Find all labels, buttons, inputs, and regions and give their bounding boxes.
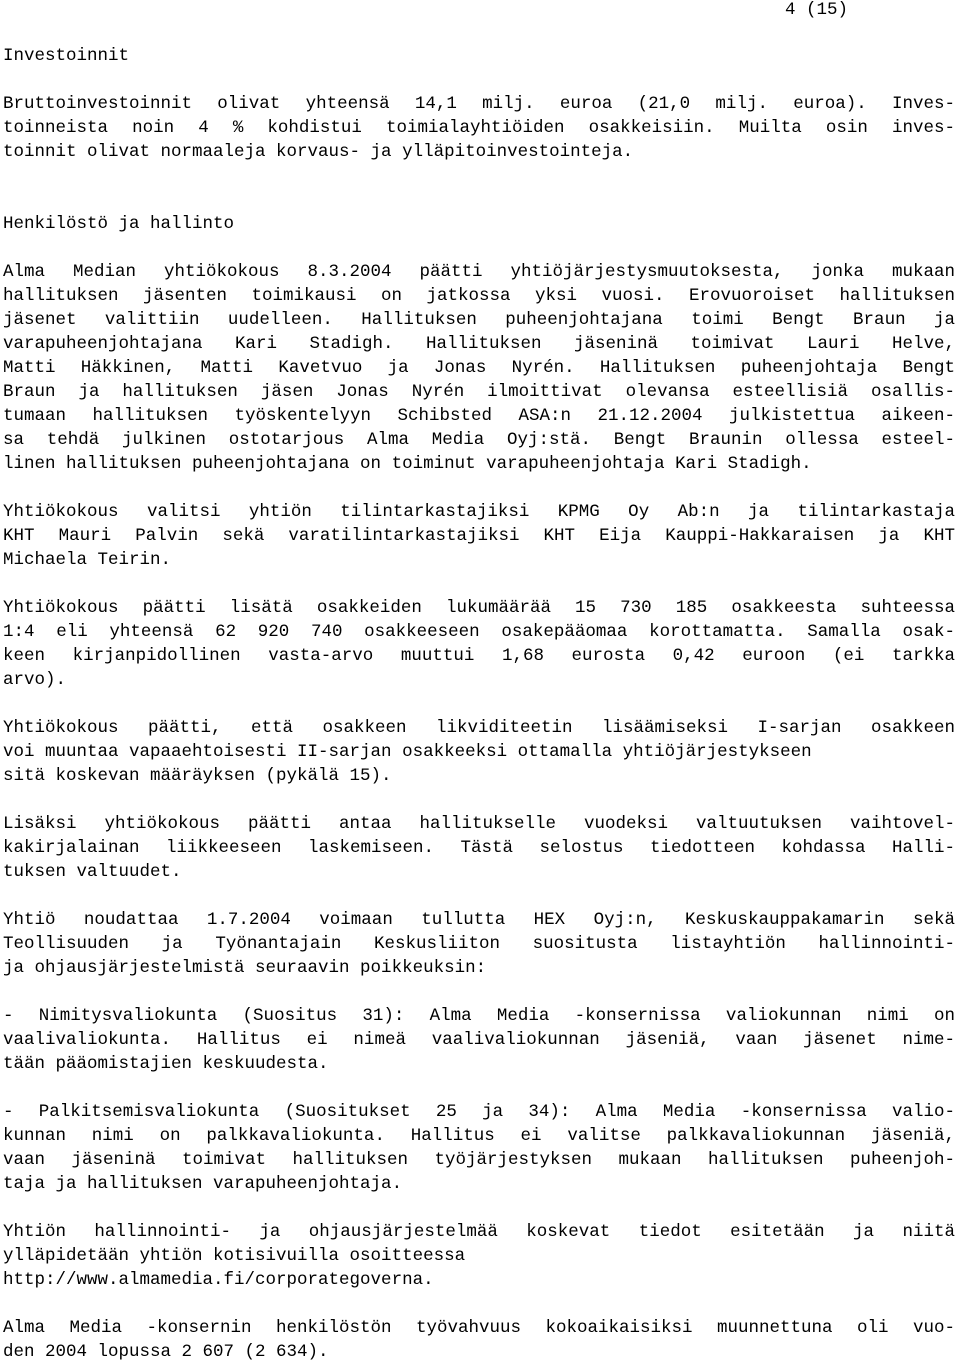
text-line: ylläpidetään yhtiön kotisivuilla osoitteessa xyxy=(3,1246,466,1266)
corporate-governance-link[interactable]: http://www.almamedia.fi/corporategoverna. xyxy=(3,1270,434,1290)
text-line: den 2004 lopussa 2 607 (2 634). xyxy=(3,1342,329,1362)
text-line: Yhtiö noudattaa 1.7.2004 voimaan tullutta HEX Oyj:n, Keskuskauppakamarin sekä xyxy=(3,910,955,930)
text-line: hallituksen jäsenten toimikausi on jatkossa yksi vuosi. Erovuoroiset hallituksen xyxy=(3,286,955,306)
text-line: toinnit olivat normaaleja korvaus- ja ylläpitoinvestointeja. xyxy=(3,142,634,162)
text-line: tään pääomistajien keskuudesta. xyxy=(3,1054,329,1074)
text-line: kunnan nimi on palkkavaliokunta. Hallitus ei valitse palkkavaliokunnan jäseniä, xyxy=(3,1126,955,1146)
text-line: Teollisuuden ja Työnantajain Keskusliiton suositusta listayhtiön hallinnointi- xyxy=(3,934,955,954)
section-heading-investoinnit: Investoinnit xyxy=(3,46,130,66)
text-line: sitä koskevan määräyksen (pykälä 15). xyxy=(3,766,392,786)
text-line: Michaela Teirin. xyxy=(3,550,172,570)
text-line: Yhtiökokous päätti lisätä osakkeiden lukumäärää 15 730 185 osakkeesta suhteessa xyxy=(3,598,955,618)
text-line: - Nimitysvaliokunta (Suositus 31): Alma Media -konsernissa valiokunnan nimi on xyxy=(3,1006,955,1026)
text-line: toinneista noin 4 % kohdistui toimialayhtiöiden osakkeisiin. Muilta osin inves- xyxy=(3,118,955,138)
text-line: - Palkitsemisvaliokunta (Suositukset 25 ja 34): Alma Media -konsernissa valio- xyxy=(3,1102,955,1122)
text-line: KHT Mauri Palvin sekä varatilintarkastajiksi KHT Eija Kauppi-Hakkaraisen ja KHT xyxy=(3,526,955,546)
text-line: tumaan hallituksen työskentelyyn Schibsted ASA:n 21.12.2004 julkistettua aikeen- xyxy=(3,406,955,426)
text-line: Yhtiön hallinnointi- ja ohjausjärjestelmää koskevat tiedot esitetään ja niitä xyxy=(3,1222,955,1242)
text-line: tuksen valtuudet. xyxy=(3,862,182,882)
text-line: voi muuntaa vapaaehtoisesti II-sarjan osakkeeksi ottamalla yhtiöjärjestykseen xyxy=(3,742,812,762)
text-line: sa tehdä julkinen ostotarjous Alma Media Oyj:stä. Bengt Braunin ollessa esteel- xyxy=(3,430,955,450)
text-line: Bruttoinvestoinnit olivat yhteensä 14,1 milj. euroa (21,0 milj. euroa). Inves- xyxy=(3,94,955,114)
text-line: Yhtiökokous valitsi yhtiön tilintarkastajiksi KPMG Oy Ab:n ja tilintarkastaja xyxy=(3,502,955,522)
text-line: kakirjalainan liikkeeseen laskemiseen. Tästä selostus tiedotteen kohdassa Halli- xyxy=(3,838,955,858)
text-line: ja ohjausjärjestelmistä seuraavin poikkeuksin: xyxy=(3,958,487,978)
text-line: jäsenet valittiin uudelleen. Hallituksen puheenjohtajana toimi Bengt Braun ja xyxy=(3,310,955,330)
text-line: Matti Häkkinen, Matti Kavetvuo ja Jonas Nyrén. Hallituksen puheenjohtaja Bengt xyxy=(3,358,955,378)
text-line: Alma Median yhtiökokous 8.3.2004 päätti yhtiöjärjestysmuutoksesta, jonka mukaan xyxy=(3,262,955,282)
section-heading-henkilosto: Henkilöstö ja hallinto xyxy=(3,214,235,234)
text-line: Braun ja hallituksen jäsen Jonas Nyrén ilmoittivat olevansa esteellisiä osallis- xyxy=(3,382,955,402)
text-line: vaalivaliokunta. Hallitus ei nimeä vaalivaliokunnan jäseniä, vaan jäsenet nime- xyxy=(3,1030,955,1050)
text-line: Alma Media -konsernin henkilöstön työvahvuus kokoaikaisiksi muunnettuna oli vuo- xyxy=(3,1318,955,1338)
text-line: keen kirjanpidollinen vasta-arvo muuttui 1,68 eurosta 0,42 euroon (ei tarkka xyxy=(3,646,955,666)
text-line: arvo). xyxy=(3,670,67,690)
text-line: taja ja hallituksen varapuheenjohtaja. xyxy=(3,1174,403,1194)
text-line: varapuheenjohtajana Kari Stadigh. Hallituksen jäseninä toimivat Lauri Helve, xyxy=(3,334,955,354)
text-line: 1:4 eli yhteensä 62 920 740 osakkeeseen osakepääomaa korottamatta. Samalla osak- xyxy=(3,622,955,642)
text-line: Lisäksi yhtiökokous päätti antaa hallitukselle vuodeksi valtuutuksen vaihtovel- xyxy=(3,814,955,834)
text-line: Yhtiökokous päätti, että osakkeen likviditeetin lisäämiseksi I-sarjan osakkeen xyxy=(3,718,955,738)
page-number: 4 (15) xyxy=(784,0,848,20)
text-line: vaan jäseninä toimivat hallituksen työjärjestyksen mukaan hallituksen puheenjoh- xyxy=(3,1150,955,1170)
text-line: linen hallituksen puheenjohtajana on toiminut varapuheenjohtaja Kari Stadigh. xyxy=(3,454,812,474)
